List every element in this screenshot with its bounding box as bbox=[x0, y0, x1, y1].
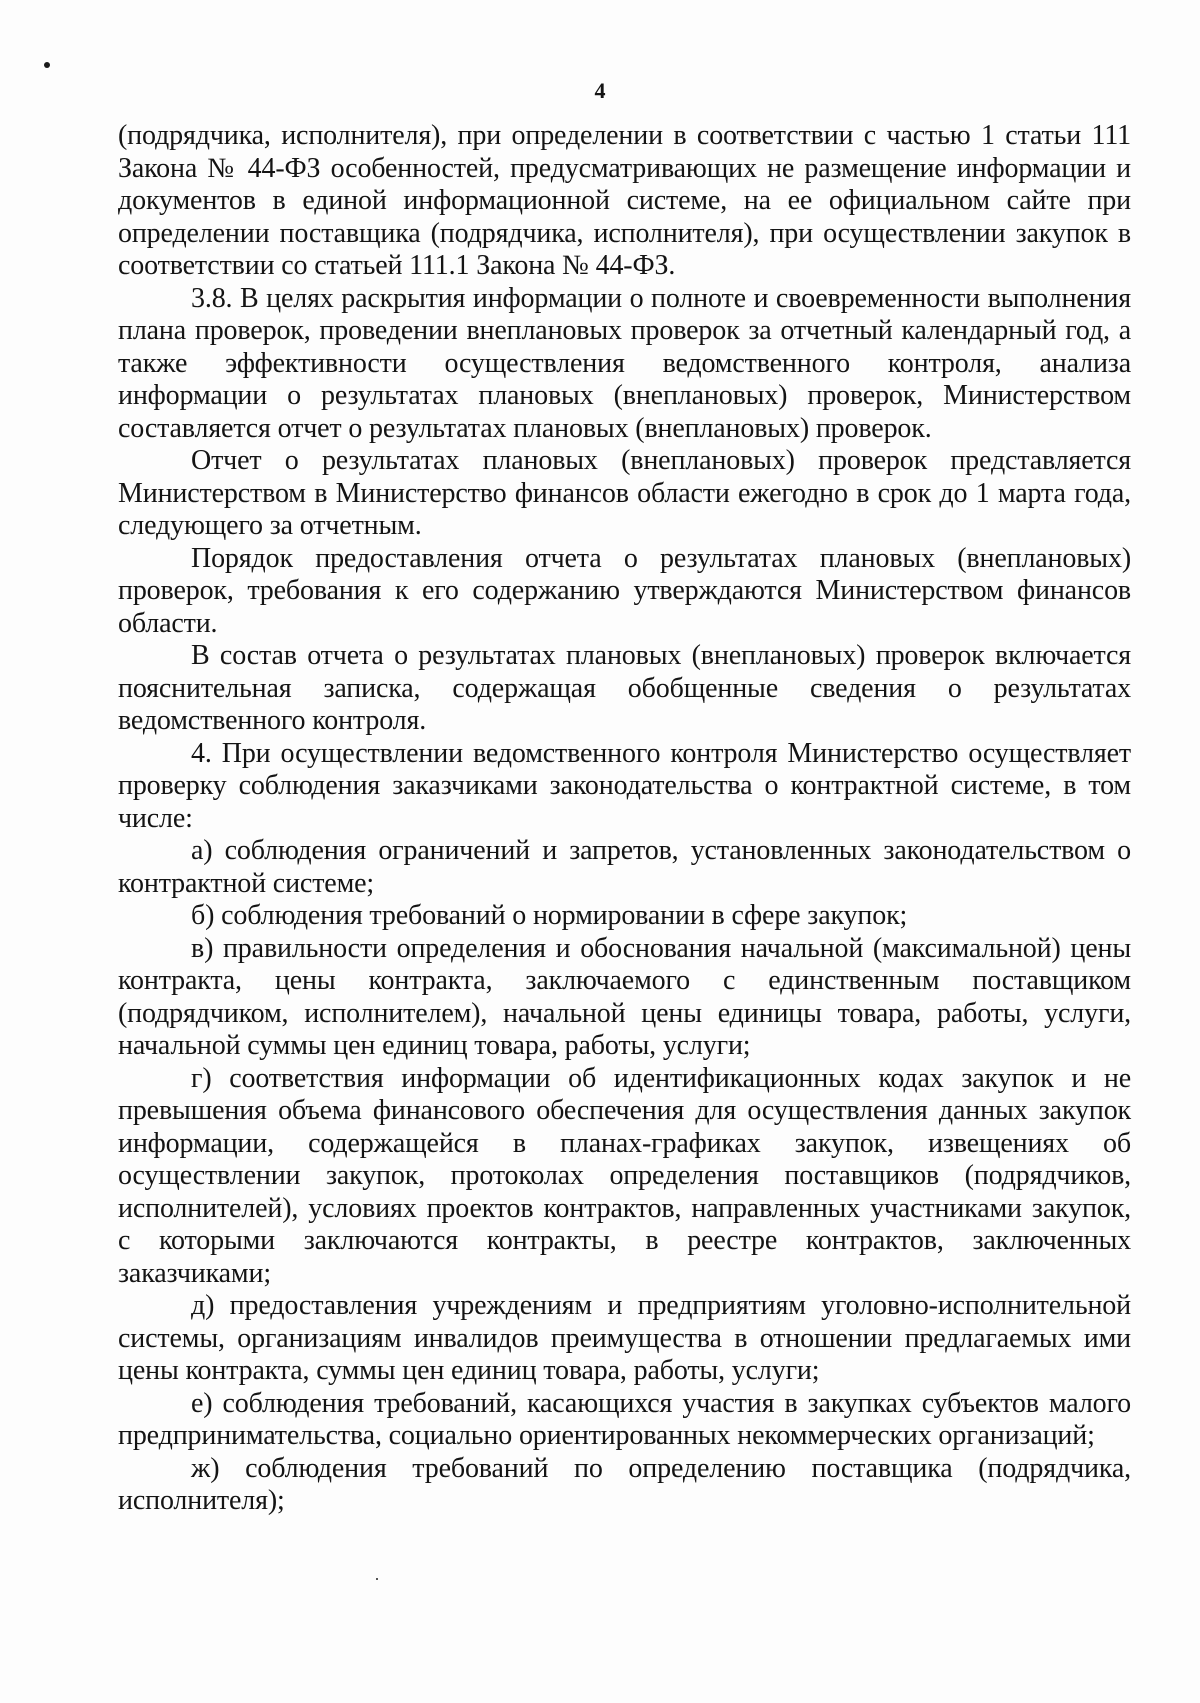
paragraph-continuation: (подрядчика, исполнителя), при определении в соответствии с частью 1 статьи 111 Закона № 44-ФЗ особенностей, предусматривающих не размещение информации и документов в единой информационной системе, на ее официальном сайте при определении поставщика (подрядчика, исполнителя), при осуществлении закупок в соответствии со статьей 111.1 Закона № 44-ФЗ. bbox=[118, 120, 1131, 281]
list-item-e: е) соблюдения требований, касающихся участия в закупках субъектов малого предпринимательства, социально ориентированных некоммерческих организаций; bbox=[118, 1387, 1131, 1451]
list-item-d: д) предоставления учреждениям и предприятиям уголовно-исполнительной системы, организациям инвалидов преимущества в отношении предлагаемых ими цены контракта, суммы цен единиц товара, работы, услуги; bbox=[118, 1290, 1131, 1386]
list-item-g: г) соответствия информации об идентификационных кодах закупок и не превышения объема финансового обеспечения для осуществления данных закупок информации, содержащейся в планах-графиках закупок, извещениях об осуществлении закупок, протоколах определения поставщиков (подрядчиков, исполнителей), условиях проектов контрактов, направленных участниками закупок, с которыми заключаются контракты, в реестре контрактов, заключенных заказчиками; bbox=[118, 1062, 1131, 1289]
list-item-zh: ж) соблюдения требований по определению поставщика (подрядчика, исполнителя); bbox=[118, 1452, 1131, 1516]
paragraph-report-submission: Отчет о результатах плановых (внеплановых) проверок представляется Министерством в Министерство финансов области ежегодно в срок до 1 марта года, следующего за отчетным. bbox=[118, 445, 1131, 541]
paragraph-report-procedure: Порядок предоставления отчета о результатах плановых (внеплановых) проверок, требования к его содержанию утверждаются Министерством финансов области. bbox=[118, 542, 1131, 639]
paragraph-3-8: 3.8. В целях раскрытия информации о полноте и своевременности выполнения плана проверок, проведении внеплановых проверок за отчетный календарный год, а также эффективности осуществления ведомственного контроля, анализа информации о результатах плановых (внеплановых) проверок, Министерством составляется отчет о результатах плановых (внеплановых) проверок. bbox=[118, 282, 1131, 444]
scan-artifact-mark bbox=[376, 1578, 378, 1580]
paragraph-section-4: 4. При осуществлении ведомственного контроля Министерство осуществляет проверку соблюдения заказчиками законодательства о контрактной системе, в том числе: bbox=[118, 737, 1131, 834]
document-body bbox=[118, 120, 1131, 1518]
paragraph-report-contents: В состав отчета о результатах плановых (внеплановых) проверок включается пояснительная записка, содержащая обобщенные сведения о результатах ведомственного контроля. bbox=[118, 640, 1131, 736]
scan-artifact-dot bbox=[44, 62, 50, 68]
page-number: 4 bbox=[594, 78, 606, 103]
list-item-v: в) правильности определения и обоснования начальной (максимальной) цены контракта, цены контракта, заключаемого с единственным поставщиком (подрядчиком, исполнителем), начальной цены единицы товара, работы, услуги, начальной суммы цен единиц товара, работы, услуги; bbox=[118, 932, 1131, 1061]
list-item-b: б) соблюдения требований о нормировании в сфере закупок; bbox=[191, 900, 908, 931]
list-item-a: а) соблюдения ограничений и запретов, установленных законодательством о контрактной системе; bbox=[118, 835, 1131, 899]
